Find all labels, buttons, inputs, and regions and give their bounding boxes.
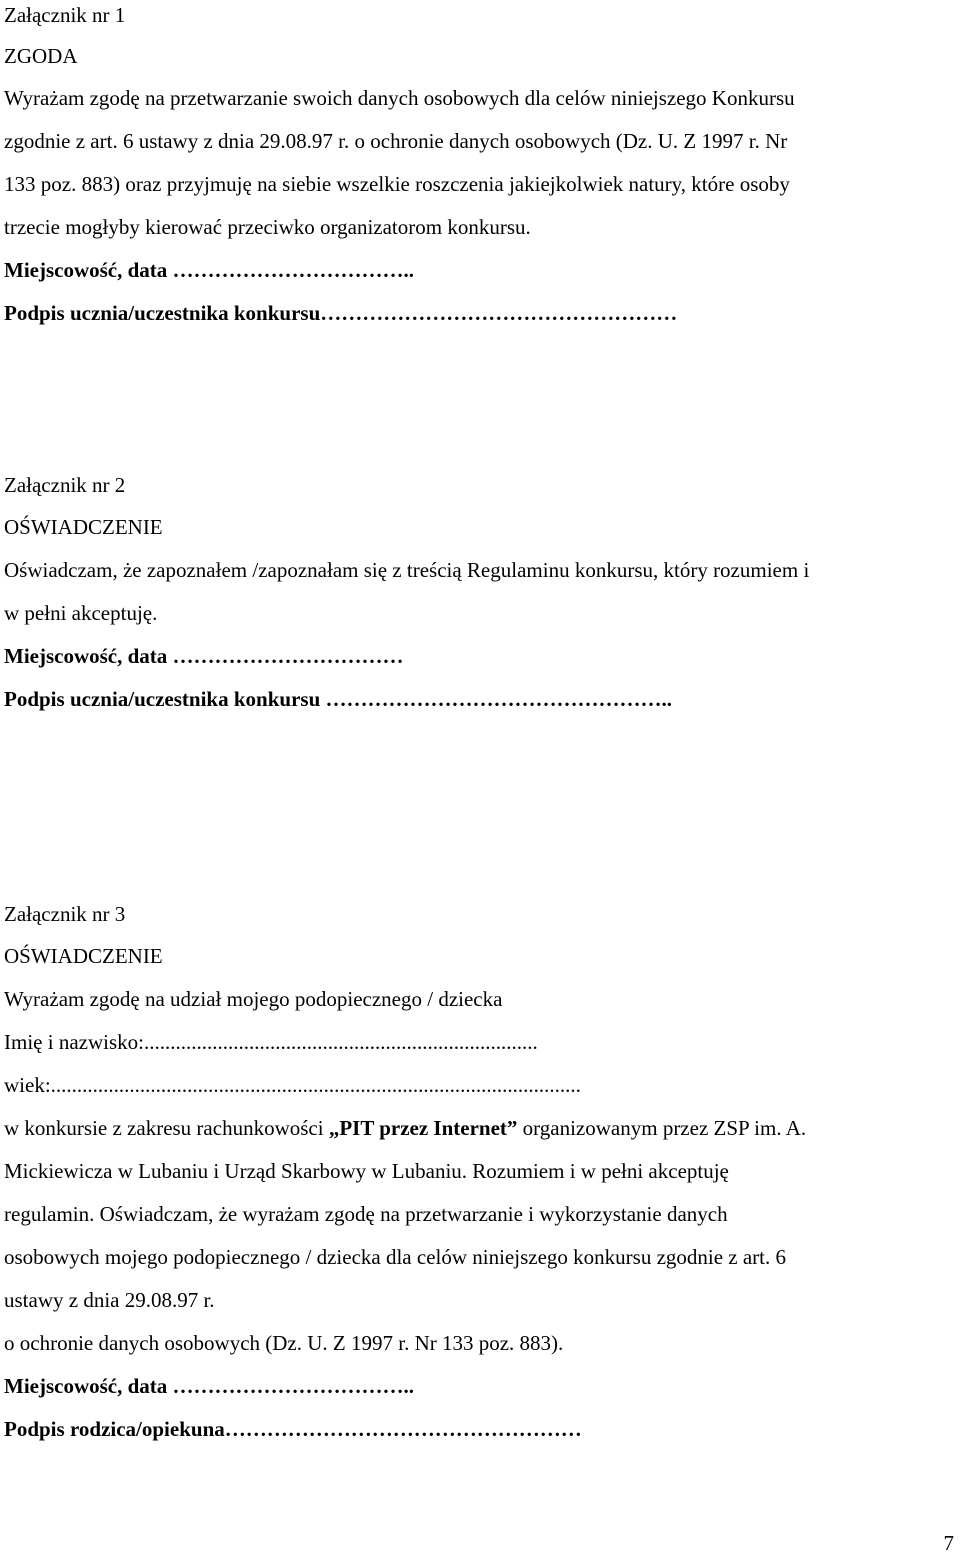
annex3-body-line-1: Mickiewicza w Lubaniu i Urząd Skarbowy w Lubaniu. Rozumiem i w pełni akceptuję [4, 1159, 729, 1183]
annex2-signature: Podpis ucznia/uczestnika konkursu ………………………………………….. [4, 687, 673, 711]
annex1-body-line-1: Wyrażam zgodę na przetwarzanie swoich danych osobowych dla celów niniejszego Konkursu [4, 86, 795, 110]
annex2-title: Załącznik nr 2 [4, 473, 126, 497]
annex2-body-line-2: w pełni akceptuję. [4, 601, 158, 625]
annex1-body-line-2: zgodnie z art. 6 ustawy z dnia 29.08.97 r. o ochronie danych osobowych (Dz. U. Z 1997 r. Nr [4, 129, 788, 153]
annex3-contest-line [4, 1115, 806, 1141]
annex2-place-date: Miejscowość, data …………………………… [4, 644, 404, 668]
annex2-body-line-1: Oświadczam, że zapoznałem /zapoznałam się z treścią Regulaminu konkursu, który rozumiem i [4, 558, 810, 582]
annex2-heading: OŚWIADCZENIE [4, 515, 163, 539]
annex3-name-field: Imię i nazwisko:........................................................................... [4, 1030, 538, 1054]
annex3-body-line-4: ustawy z dnia 29.08.97 r. [4, 1288, 215, 1312]
annex3-contest-prefix: w konkursie z zakresu rachunkowości [4, 1116, 329, 1140]
annex1-title: Załącznik nr 1 [4, 3, 126, 27]
annex1-signature: Podpis ucznia/uczestnika konkursu…………………………………………… [4, 301, 678, 325]
annex3-body-line-3: osobowych mojego podopiecznego / dziecka dla celów niniejszego konkursu zgodnie z art. 6 [4, 1245, 787, 1269]
annex3-age-field: wiek:..................................................................................................... [4, 1073, 581, 1097]
annex3-contest-name: „PIT przez Internet” [328, 1116, 518, 1140]
annex3-heading: OŚWIADCZENIE [4, 944, 163, 968]
annex1-body-line-4: trzecie mogłyby kierować przeciwko organizatorom konkursu. [4, 215, 531, 239]
annex3-contest-suffix: organizowanym przez ZSP im. A. [517, 1116, 807, 1140]
annex3-signature: Podpis rodzica/opiekuna…………………………………………… [4, 1417, 582, 1441]
annex1-body-line-3: 133 poz. 883) oraz przyjmuję na siebie wszelkie roszczenia jakiejkolwiek natury, które osoby [4, 172, 790, 196]
annex3-place-date: Miejscowość, data …………………………….. [4, 1374, 415, 1398]
annex1-heading: ZGODA [4, 44, 78, 68]
annex3-intro: Wyrażam zgodę na udział mojego podopiecznego / dziecka [4, 987, 503, 1011]
annex1-place-date: Miejscowość, data …………………………….. [4, 258, 415, 282]
annex3-body-line-2: regulamin. Oświadczam, że wyrażam zgodę na przetwarzanie i wykorzystanie danych [4, 1202, 728, 1226]
annex3-body-line-5: o ochronie danych osobowych (Dz. U. Z 1997 r. Nr 133 poz. 883). [4, 1331, 564, 1355]
annex3-title: Załącznik nr 3 [4, 902, 126, 926]
page-number: 7 [943, 1531, 954, 1555]
